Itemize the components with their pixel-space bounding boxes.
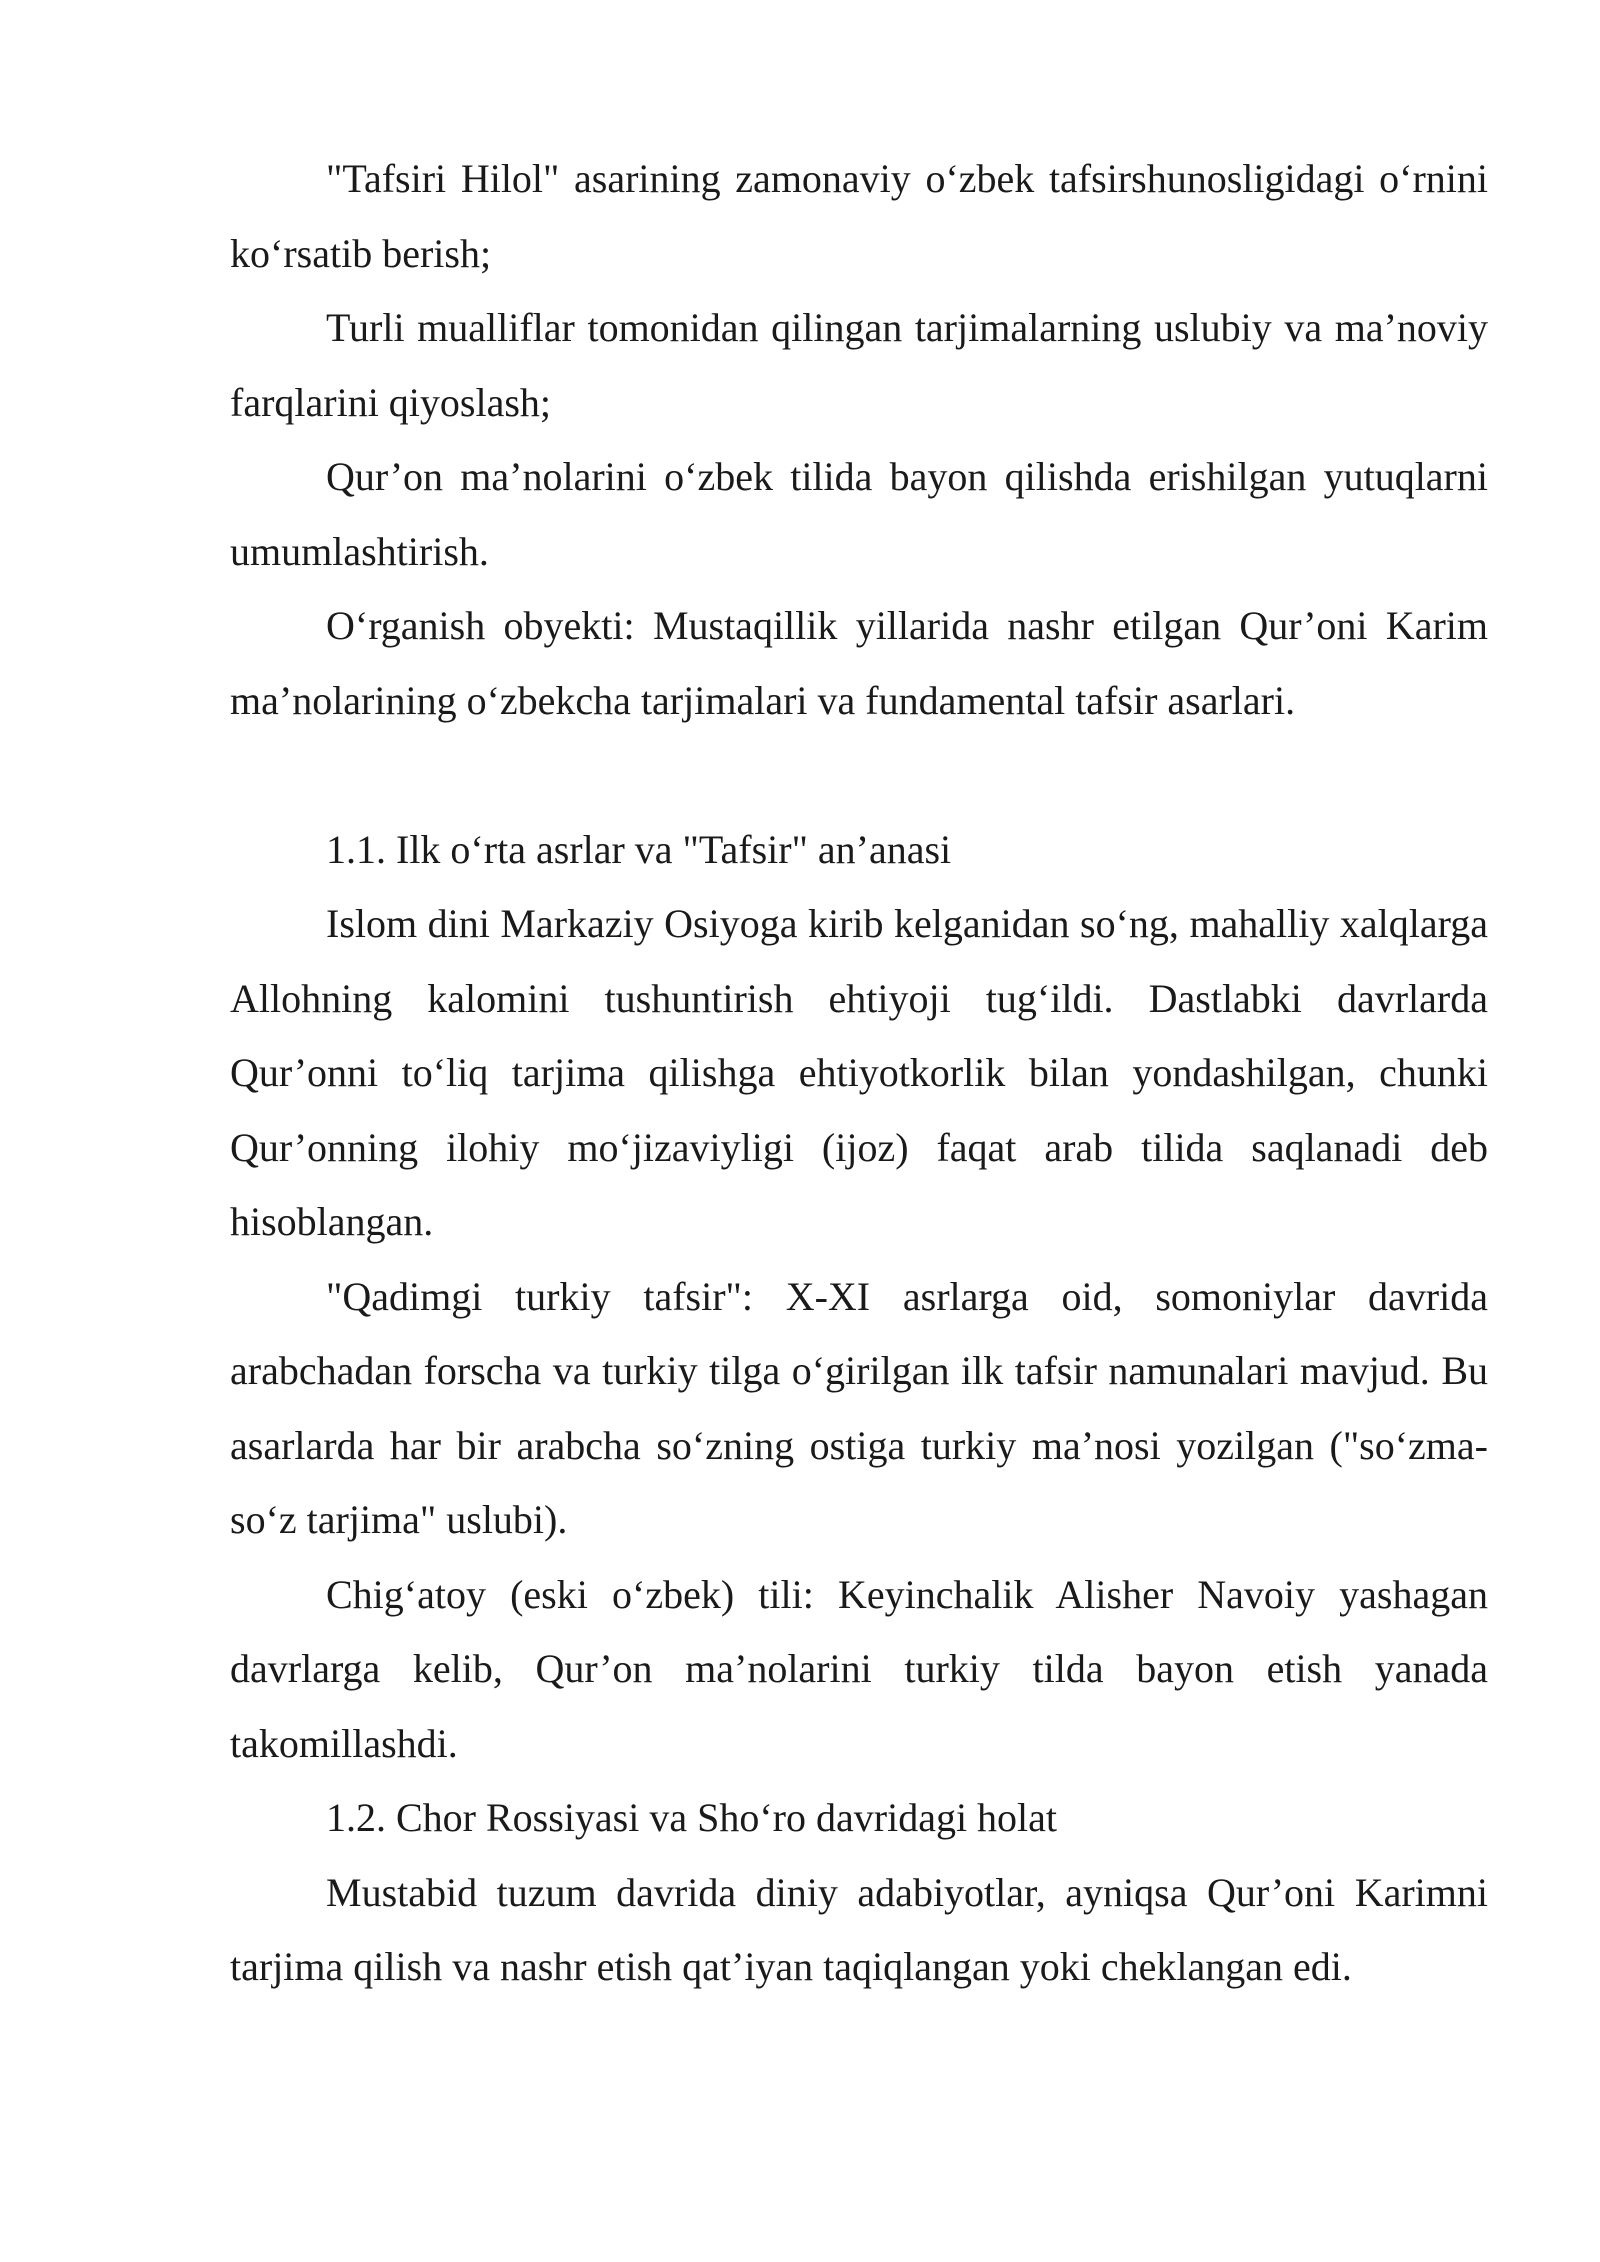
paragraph-ancient-turkic-tafsir: "Qadimgi turkiy tafsir": X-XI asrlarga oid, somoniylar davrida arabchadan forscha va turkiy tilga o‘girilgan ilk tafsir namunalari mavjud. Bu asarlarda har bir arabcha so‘zning ostiga turkiy ma’nosi yozilgan ("so‘zma-so‘z tarjima" uslubi). xyxy=(230,1273,1488,1542)
paragraph-goal-summarize-achievements: Qur’on ma’nolarini o‘zbek tilida bayon qilishda erishilgan yutuqlarni umumlashtirish. xyxy=(230,454,1488,574)
paragraph-research-object: O‘rganish obyekti: Mustaqillik yillarida nashr etilgan Qur’oni Karim ma’nolarining o‘zbekcha tarjimalari va fundamental tafsir asarlari. xyxy=(230,603,1488,723)
section-heading-1-1: 1.1. Ilk o‘rta asrlar va "Tafsir" an’anasi xyxy=(326,826,952,872)
paragraph-islam-central-asia: Islom dini Markaziy Osiyoga kirib kelganidan so‘ng, mahalliy xalqlarga Allohning kalomini tushuntirish ehtiyoji tug‘ildi. Dastlabki davrlarda Qur’onni to‘liq tarjima qilishga ehtiyotkorlik bilan yondashilgan, chunki Qur’onning ilohiy mo‘jizaviyligi (ijoz) faqat arab tilida saqlanadi deb hisoblangan. xyxy=(230,901,1488,1244)
document-page xyxy=(230,142,1488,2005)
paragraph-goal-tafsiri-hilol: "Tafsiri Hilol" asarining zamonaviy o‘zbek tafsirshunosligidagi o‘rnini ko‘rsatib berish; xyxy=(230,156,1488,276)
section-heading-1-2: 1.2. Chor Rossiyasi va Sho‘ro davridagi holat xyxy=(326,1795,1058,1840)
paragraph-chagatai-language: Chig‘atoy (eski o‘zbek) tili: Keyinchalik Alisher Navoiy yashagan davrlarga kelib, Qur’on ma’nolarini turkiy tilda bayon etish yanada takomillashdi. xyxy=(230,1571,1488,1766)
paragraph-goal-compare-translations: Turli mualliflar tomonidan qilingan tarjimalarning uslubiy va ma’noviy farqlarini qiyoslash; xyxy=(230,305,1488,425)
section-spacer xyxy=(230,738,1488,813)
paragraph-soviet-period: Mustabid tuzum davrida diniy adabiyotlar, ayniqsa Qur’oni Karimni tarjima qilish va nashr etish qat’iyan taqiqlangan yoki cheklangan edi. xyxy=(230,1869,1488,1989)
